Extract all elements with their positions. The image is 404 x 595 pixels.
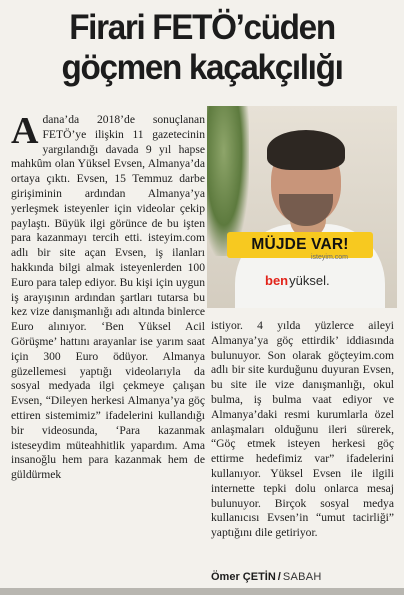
brand-prefix: ben: [265, 273, 289, 288]
brand-suffix: yüksel.: [289, 273, 330, 288]
article-column-left: [11, 110, 205, 483]
article-text-left: dana’da 2018’de sonuçlanan FETÖ’ye ilişkin 11 gazetecinin yargılandığı davada 9 yıl hapse mahkûm olan Yüksel Evsen, Almanya’da ortaya çıktı. Evsen, 15 Temmuz darbe girişiminin ardından Almanya’ya yerleşmek isteyenler için videolar çekip paylaştı. Büyük ilgi görünce de bu işten para kazanmayı tercih etti. isteyim.com adlı bir site açan Evsen, iş ilanları hakkında bilgi almak isteyenlerden 100 Euro para talep ediyor. Bu kişi için uygun iş arayışının ardından şartları tutarsa bu kez vize danışmanlığı adı altında binlerce Euro alınıyor. ‘Ben Yüksel Acil Görüşme’ hattını arayanlar ise yarım saat için 300 Euro ödüyor. Almanya güzellemesi yaptığı videolarıyla da sosyal medyada ilgi çekmeye çalışan Evsen, “Dileyen herkesi Almanya’ya göç ettiren sistemimiz” ifadelerini kullandığı bir videosunda, ‘Para kazanmak isteseydim müteahhitlik yapardım. Ama insanoğlu hem para kazanmak hem de güldürmek: [11, 113, 205, 482]
article-column-right: [211, 319, 394, 541]
shirt-brand-logo: [265, 273, 330, 288]
headline-line-1: Firari FETÖ’cüden: [69, 8, 335, 47]
author-name: Ömer ÇETİN: [211, 571, 276, 583]
headline: [20, 8, 385, 88]
byline-separator: /: [277, 571, 281, 583]
next-article-strip: [0, 588, 404, 595]
article-text-right: istiyor. 4 yılda yüzlerce aileyi Almanya’ya göç ettirdik’ iddiasında bulunuyor. Son olarak göçteyim.com adlı bir site kurduğunu duyuran Evsen, bu site ile vize danışmanlığı, okul bulma, iş bulma vaat ediyor ve Almanya’daki resmi kurumlarla özel anlaşmaları olduğunu ileri sürerek, “Göç etmek isteyen herkesi göç ettirme hedefimiz var” ifadelerini kullanıyor. Yüksel Evsen ile ilgili internette tepki dolu onlarca mesaj bulunuyor. Birçok sosyal medya kullanıcısı Evsen’in “umut tacirliği” yaptığını dile getiriyor.: [211, 319, 394, 540]
source-name: SABAH: [282, 571, 322, 583]
photo-banner: MÜJDE VAR!: [227, 232, 373, 258]
headline-line-2: göçmen kaçakçılığı: [61, 48, 343, 87]
article-photo: [207, 106, 397, 308]
person-hair: [267, 130, 345, 170]
drop-cap: A: [11, 110, 39, 152]
byline: [211, 571, 322, 583]
photo-site-text: isteyim.com: [311, 254, 348, 261]
